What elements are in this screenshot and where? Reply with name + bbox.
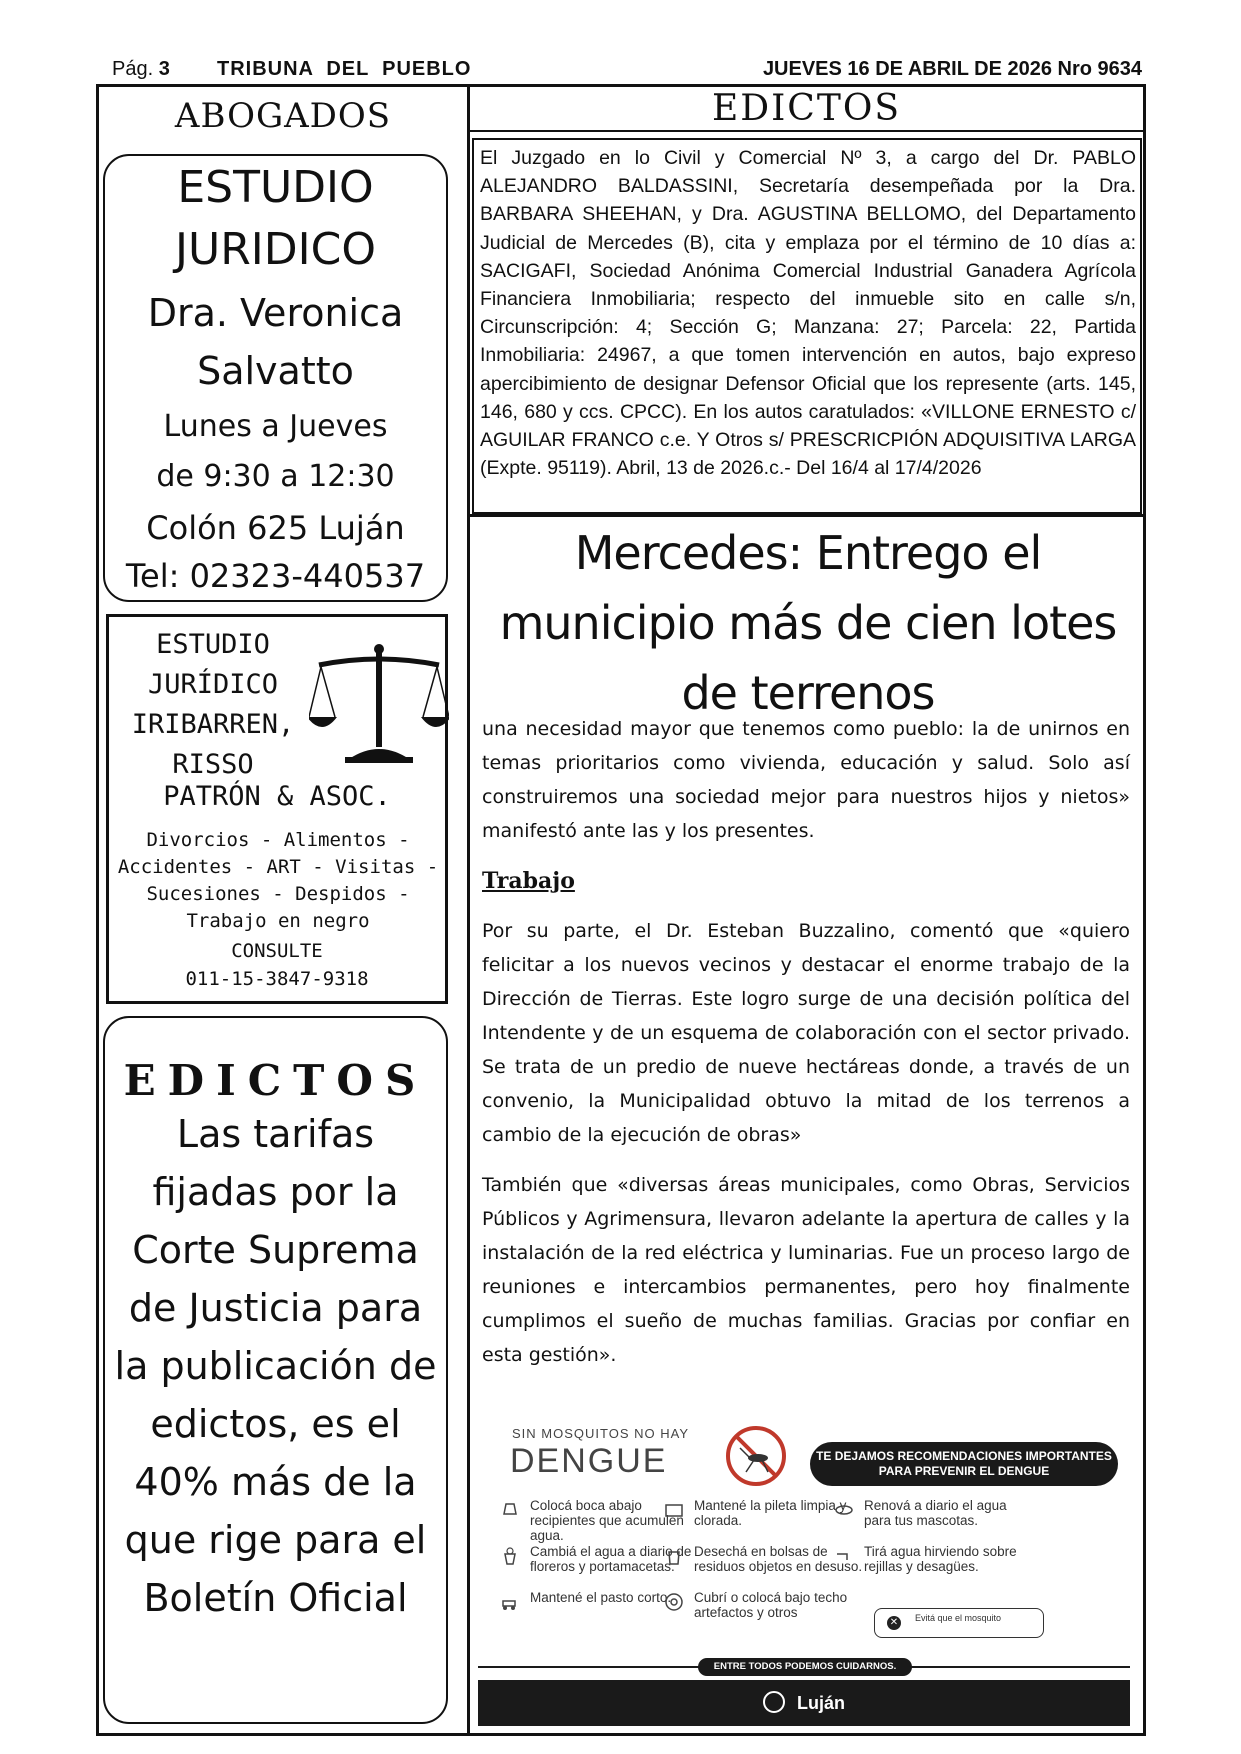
article-paragraph: Por su parte, el Dr. Esteban Buzzalino, comentó que «quiero felicitar a los nuevos vecinos y destacar el enorme trabajo de la Dirección de Tierras. Este logro surge de una decisión política del Intendente y de un esquema de colaboración con el sector privado. Se trata de un predio de nueve hectáreas donde, a través de un convenio, la Municipalidad obtuvo la mitad de los terrenos a cambio de la ejecución de obras» xyxy=(482,920,1130,1146)
flower-pot-icon xyxy=(500,1546,520,1566)
evita-text: Evitá que el mosquito xyxy=(915,1613,1002,1623)
article-subtitle: Trabajo xyxy=(482,868,575,894)
ad2-contact xyxy=(109,937,445,993)
section-title-abogados: ABOGADOS xyxy=(174,96,392,136)
lujan-logo-icon xyxy=(763,1691,785,1713)
article-body xyxy=(482,712,1130,1388)
tire-icon xyxy=(664,1592,684,1612)
ad-estudio-salvatto xyxy=(103,154,448,602)
ad1-address: Colón 625 Luján xyxy=(146,509,405,547)
column-divider xyxy=(467,84,470,1736)
ad2-title xyxy=(113,625,313,785)
dengue-tip: Mantené el pasto corto. xyxy=(530,1590,672,1605)
page-header xyxy=(112,58,1142,84)
dengue-tip: Renová a diario el agua para tus mascotas. xyxy=(864,1498,1007,1528)
bucket-icon xyxy=(500,1500,520,1520)
newspaper-name: TRIBUNA DEL PUEBLO xyxy=(217,58,472,80)
ad2-title-line: ESTUDIO xyxy=(156,629,270,660)
ad1-line: Dra. Veronica xyxy=(147,291,404,335)
no-mosquito-icon xyxy=(724,1424,788,1488)
dengue-ad-slogan: ENTRE TODOS PODEMOS CUIDARNOS. xyxy=(698,1658,912,1676)
dengue-ad-kicker: SIN MOSQUITOS NO HAY xyxy=(512,1426,689,1441)
ad2-partners: PATRÓN & ASOC. xyxy=(163,781,391,812)
dengue-tip: Cambiá el agua a diario de floreros y portamacetas. xyxy=(530,1544,692,1574)
edicto-text: El Juzgado en lo Civil y Comercial Nº 3, a cargo del Dr. PABLO ALEJANDRO BALDASSINI, Secretaría desempeñada por la Dra. BARBARA SHEEHAN, y Dra. AGUSTINA BELLOMO, del Departamento Judicial de Mercedes (B), cita y emplaza por el término de 10 días a: SACIGAFI, Sociedad Anónima Comercial Industrial Ganadera Agrícola Financiera Inmobiliaria; respecto del inmueble sito en calle s/n, Circunscripción: 4; Sección G; Manzana: 27; Parcela: 22, Partida Inmobiliaria: 24967, a que tomen intervención en autos, bajo expreso apercibimiento de designar Defensor Oficial que los represente (arts. 145, 146, 680 y ccs. CPCC). En los autos caratulados: «VILLONE ERNESTO c/ AGUILAR FRANCO c.e. Y Otros s/ PRESCRICPIÓN ADQUISITIVA LARGA (Expte. 95119). Abril, 13 de 2026.c.- Del 16/4 al 17/4/2026 xyxy=(480,147,1136,480)
close-icon: ✕ xyxy=(887,1616,901,1630)
article-paragraph: También que «diversas áreas municipales, como Obras, Servicios Públicos y Agrimensura, llevaron adelante la apertura de calles y la instalación de la red eléctrica y luminarias. Fue un proceso largo de reuniones e intercambios permanentes, pero hoy finalmente cumplimos el sueño de muchas familias. Gracias por confiar en esta gestión». xyxy=(482,1174,1130,1366)
ad3-body: Las tarifas fijadas por la Corte Suprema de Justicia para la publicación de edictos, es el 40% más de la que rige para el Boletín Oficial xyxy=(114,1112,437,1620)
dengue-tip: Mantené la pileta limpia y clorada. xyxy=(694,1498,847,1528)
ad2-title-line: RISSO xyxy=(172,749,254,780)
ad-edictos-tarifas xyxy=(103,1016,448,1724)
ad1-phone: Tel: 02323-440537 xyxy=(125,557,426,595)
pool-icon xyxy=(664,1500,684,1520)
dengue-ad-banner: TE DEJAMOS RECOMENDACIONES IMPORTANTES PARA PREVENIR EL DENGUE xyxy=(810,1442,1118,1486)
ad2-consulte: CONSULTE xyxy=(231,940,323,962)
section-title-edictos: EDICTOS xyxy=(470,88,1143,132)
brand-name: Luján xyxy=(797,1693,845,1713)
section-divider xyxy=(470,514,1146,517)
ad1-line: JURIDICO xyxy=(175,224,376,275)
scales-of-justice-icon xyxy=(309,639,449,769)
dengue-ad-evita xyxy=(874,1608,1044,1638)
ad1-line: Salvatto xyxy=(197,349,354,393)
ad2-title-line: IRIBARREN, xyxy=(131,709,295,740)
faucet-icon xyxy=(834,1546,854,1566)
dengue-ad-footer xyxy=(478,1680,1130,1726)
trash-bag-icon xyxy=(664,1546,684,1566)
pet-bowl-icon xyxy=(834,1500,854,1520)
ad1-line: Lunes a Jueves xyxy=(163,409,388,444)
dengue-tip: Colocá boca abajo recipientes que acumulen agua. xyxy=(530,1498,684,1543)
dengue-tip: Tirá agua hirviendo sobre rejillas y desagües. xyxy=(864,1544,1017,1574)
ad1-line: ESTUDIO xyxy=(177,162,374,213)
dengue-ad-title: DENGUE xyxy=(510,1442,668,1480)
ad3-title: EDICTOS xyxy=(123,1056,428,1105)
edicto-notice xyxy=(472,138,1142,514)
article-paragraph: una necesidad mayor que tenemos como pueblo: la de unirnos en temas prioritarios como vivienda, educación y salud. Solo así construiremos una sociedad mejor para nuestros hijos y nietos» manifestó ante las y los presentes. xyxy=(482,718,1130,842)
ad2-title-line: JURÍDICO xyxy=(147,669,279,700)
issue-date: JUEVES 16 DE ABRIL DE 2026 Nro 9634 xyxy=(762,58,1142,80)
dengue-tip: Desechá en bolsas de residuos objetos en desuso. xyxy=(694,1544,863,1574)
ad-estudio-iribarren xyxy=(106,614,448,1004)
ad1-line: de 9:30 a 12:30 xyxy=(156,459,395,494)
article-headline: Mercedes: Entrego el municipio más de cien lotes de terrenos xyxy=(499,526,1117,720)
dengue-tip: Cubrí o colocá bajo techo artefactos y otros xyxy=(694,1590,848,1620)
ad2-services: Divorcios - Alimentos - Accidentes - ART - Visitas - Sucesiones - Despidos - Trabajo en negro xyxy=(117,829,439,932)
page-number: Pág. 3 xyxy=(112,58,170,80)
dengue-ad xyxy=(478,1406,1130,1714)
lawnmower-icon xyxy=(500,1592,520,1612)
ad2-phone: 011-15-3847-9318 xyxy=(185,968,369,990)
